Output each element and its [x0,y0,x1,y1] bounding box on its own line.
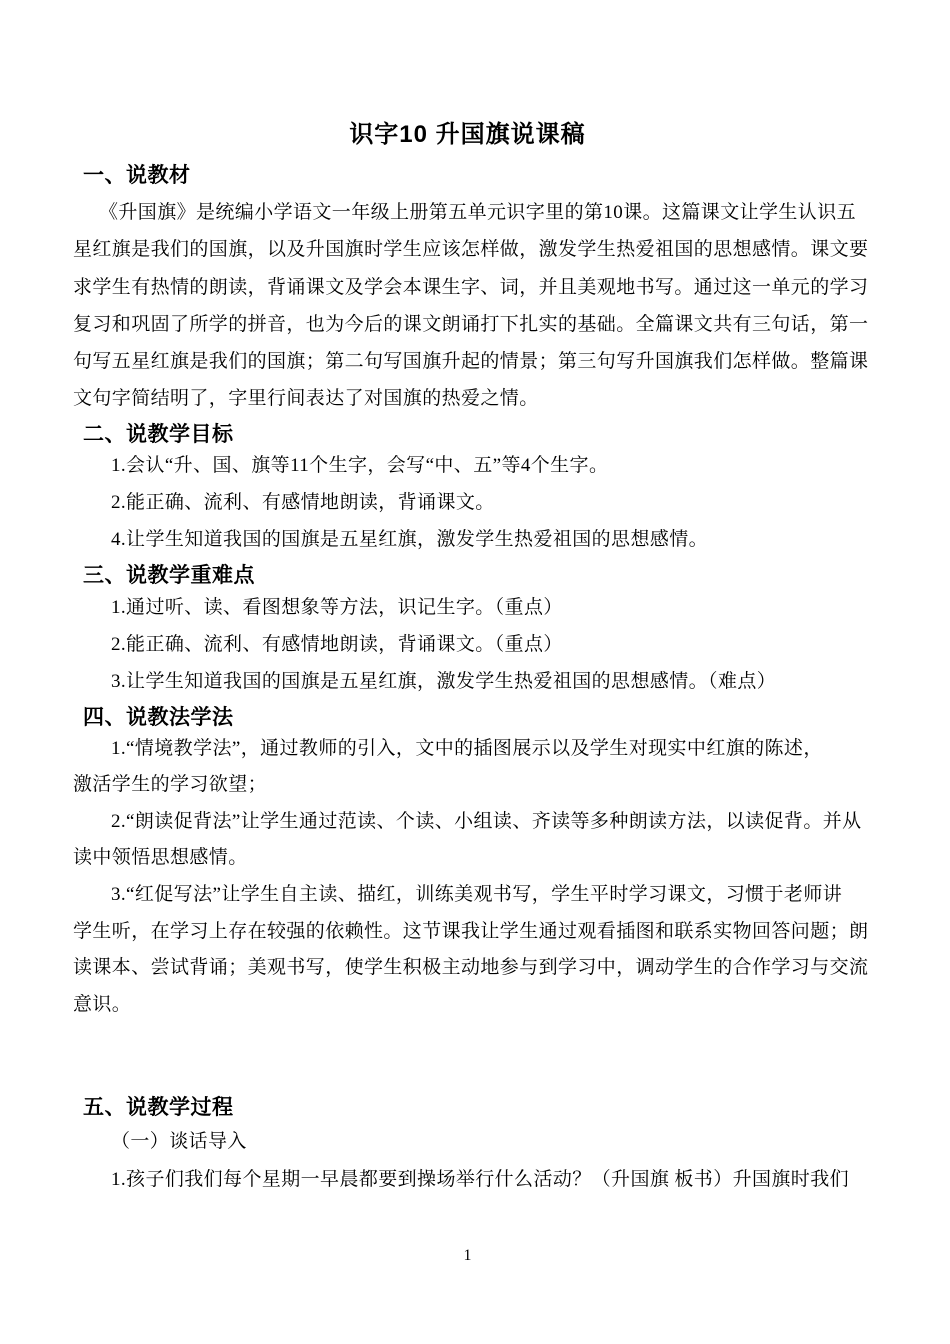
text-line: 《升国旗》是统编小学语文一年级上册第五单元识字里的第10课。这篇课文让学生认识五 [99,202,857,223]
text-line: 2.能正确、流利、有感情地朗读，背诵课文。 [111,492,495,514]
text-line: 求学生有热情的朗读，背诵课文及学会本课生字、词，并且美观地书写。通过这一单元的学习 [73,276,869,298]
section-2-body [73,447,862,559]
text-line: 文句字简结明了，字里行间表达了对国旗的热爱之情。 [73,388,539,410]
text-line: 2.“朗读促背法”让学生通过范读、个读、小组读、齐读等多种朗读方法，以读促背。并从 [111,810,862,832]
text-line: 1.通过听、读、看图想象等方法，识记生字。（重点） [111,596,563,618]
section-heading-4: 四、说教法学法 [83,705,234,729]
text-line: 星红旗是我们的国旗，以及升国旗时学生应该怎样做，激发学生热爱祖国的思想感情。课文要 [73,239,869,261]
section-4-body [73,731,869,1024]
section-1-body [73,194,869,418]
section-heading-1: 一、说教材 [83,164,191,187]
text-line: 1.孩子们我们每个星期一早晨都要到操场举行什么活动？（升国旗 板书）升国旗时我们 [111,1168,850,1190]
section-heading-5: 五、说教学过程 [83,1096,234,1120]
text-line: 激活学生的学习欲望； [73,774,268,796]
text-line: 复习和巩固了所学的拼音，也为今后的课文朗诵打下扎实的基础。全篇课文共有三句话，第一 [73,313,869,335]
document-title: 识字10 升国旗说课稿 [349,121,586,148]
text-line: 3.让学生知道我国的国旗是五星红旗，激发学生热爱祖国的思想感情。（难点） [111,671,777,693]
text-line: 1.会认“升、国、旗等11个生字，会写“中、五”等4个生字。 [111,454,609,476]
section-3-body [73,589,862,701]
text-line: 3.“红促写法”让学生自主读、描红，训练美观书写，学生平时学习课文，习惯于老师讲 [111,883,843,905]
text-line: 学生听，在学习上存在较强的依赖性。这节课我让学生通过观看插图和联系实物回答问题；朗 [73,920,869,942]
page-number: 1 [463,1246,472,1264]
text-line: （一）谈话导入 [111,1131,247,1153]
section-heading-3: 三、说教学重难点 [83,563,255,587]
section-5-body [73,1123,862,1198]
text-line: 读中领悟思想感情。 [73,847,248,869]
text-line: 读课本、尝试背诵；美观书写，使学生积极主动地参与到学习中，调动学生的合作学习与交流 [73,957,869,979]
text-line: 句写五星红旗是我们的国旗；第二句写国旗升起的情景；第三句写升国旗我们怎样做。整篇课 [73,351,869,373]
text-line: 2.能正确、流利、有感情地朗读，背诵课文。（重点） [111,633,563,655]
text-line: 1.“情境教学法”，通过教师的引入，文中的插图展示以及学生对现实中红旗的陈述， [111,737,823,759]
section-heading-2: 二、说教学目标 [83,422,234,446]
text-line: 4.让学生知道我国的国旗是五星红旗，激发学生热爱祖国的思想感情。 [111,529,709,551]
text-line: 意识。 [73,993,132,1015]
